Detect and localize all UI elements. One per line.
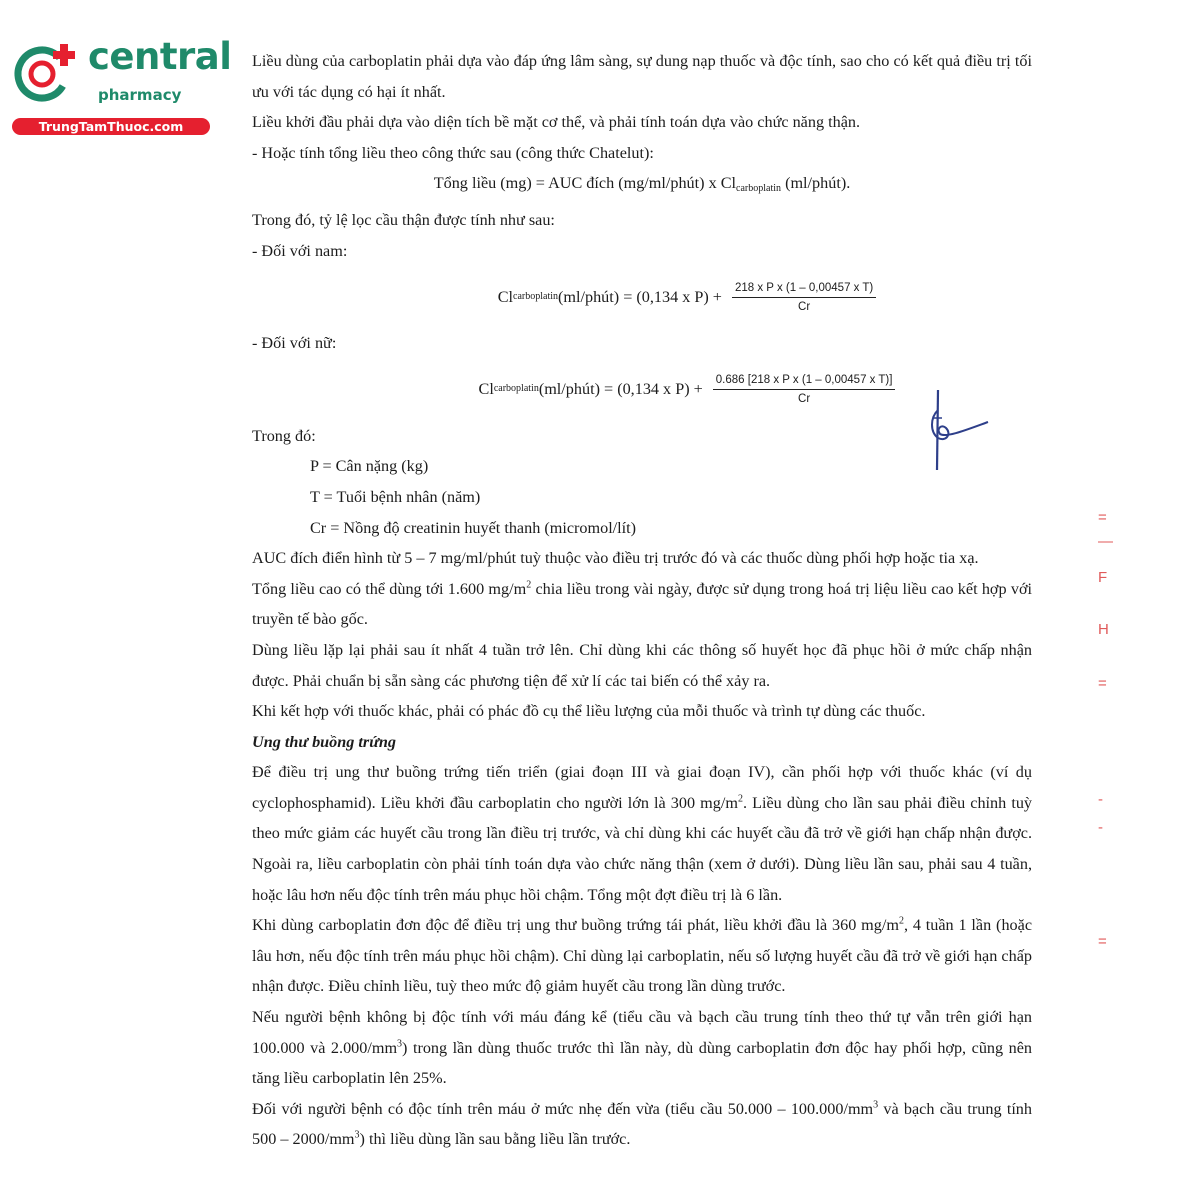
text-high-dose-a: Tổng liều cao có thể dùng tới 1.600 mg/m <box>252 579 527 598</box>
definition-creatinine: Cr = Nồng độ creatinin huyết thanh (micromol/lít) <box>310 518 637 537</box>
formula-total-sub: carboplatin <box>736 183 782 195</box>
logo-subtitle: pharmacy <box>98 86 182 104</box>
margin-mark: H <box>1098 621 1109 638</box>
formula-male-sub: carboplatin <box>513 290 558 302</box>
definition-weight: P = Cân nặng (kg) <box>310 457 429 476</box>
label-where: Trong đó: <box>252 426 316 445</box>
text-high-dose-b: chia liều trong vài ngày, được sử dụng trong hoá trị liệu liều cao kết hợp với truyền tế bào gốc. <box>252 579 1032 629</box>
text-ovarian-advanced-b: . Liều dùng cho lần sau phải điều chỉnh tuỳ theo mức giảm các huyết cầu trong lần điều trị trước, và chỉ dùng khi các huyết cầu đã trở về giới hạn chấp nhận được. Ngoài ra, liều carboplatin còn phải tính toán dựa vào chức năng thận (xem ở dưới). Dùng liều lần sau, phải sau 4 tuần, hoặc lâu hơn nếu độc tính trên máu phục hồi chậm. Tổng một đợt điều trị là 6 lần. <box>252 793 1033 904</box>
text-mild-toxicity-a: Đối với người bệnh có độc tính trên máu ở mức nhẹ đến vừa (tiểu cầu 50.000 – 100.000/mm <box>252 1099 874 1118</box>
paragraph-gfr-intro: Trong đó, tỷ lệ lọc cầu thận được tính như sau: <box>252 210 555 229</box>
paragraph-high-dose <box>252 574 1032 635</box>
text-ovarian-recurrent-b: , 4 tuần 1 lần (hoặc lâu hơn, nếu độc tính trên máu phục hồi chậm). Chỉ dùng lại carboplatin, nếu số lượng huyết cầu đã trở về giới hạn chấp nhận được. Điều chỉnh liều, tuỳ theo mức độ giảm huyết cầu trong lần dùng trước. <box>252 916 1033 996</box>
superscript: 2 <box>526 579 532 591</box>
paragraph-ovarian-advanced <box>252 757 1032 910</box>
paragraph-dose-increase <box>252 1002 1032 1094</box>
paragraph-auc-target: AUC đích điển hình từ 5 – 7 mg/ml/phút tuỳ thuộc vào điều trị trước đó và các thuốc dùng phối hợp hoặc tia xạ. <box>252 549 979 568</box>
margin-mark: - <box>1098 791 1103 808</box>
paragraph-dosing-basis: Liều dùng của carboplatin phải dựa vào đáp ứng lâm sàng, sự dung nạp thuốc và độc tính, sao cho có kết quả điều trị tối ưu với tác dụng có hại ít nhất. <box>252 52 1032 101</box>
formula-female-cl: Cl <box>478 380 494 399</box>
formula-male-cl: Cl <box>497 287 514 306</box>
text-dose-increase-a: Nếu người bệnh không bị độc tính với máu đáng kể (tiểu cầu và bạch cầu trung tính theo thứ tự vẫn trên giới hạn 100.000 và 2.000/mm <box>252 1008 1032 1057</box>
formula-female-sub: carboplatin <box>493 383 539 395</box>
text-dose-increase-b: ) trong lần dùng thuốc trước thì lần này, dù dùng carboplatin đơn độc hay phối hợp, cũng nên tăng liều carboplatin lên 25%. <box>252 1038 1032 1088</box>
margin-mark: = <box>1098 675 1107 692</box>
formula-total-dose <box>252 168 1032 205</box>
brand-logo <box>10 35 232 138</box>
section-heading-ovarian-cancer: Ung thư buồng trứng <box>252 732 397 751</box>
paragraph-repeat-dose: Dùng liều lặp lại phải sau ít nhất 4 tuần trở lên. Chỉ dùng khi các thông số huyết học đã phục hồi ở mức chấp nhận được. Phải chuẩn bị sẵn sàng các phương tiện để xử lí các tai biến có thể xảy ra. <box>252 640 1032 690</box>
paragraph-starting-dose: Liều khởi đầu phải dựa vào diện tích bề mặt cơ thể, và phải tính toán dựa vào chức năng thận. <box>252 113 861 132</box>
formula-male-mid: (ml/phút) = (0,134 x P) + <box>558 287 722 306</box>
formula-total-lhs: Tổng liều (mg) = AUC đích (mg/ml/phút) x Cl <box>433 174 737 193</box>
signature-mark <box>926 388 996 474</box>
text-mild-toxicity-b: và bạch cầu trung tính 500 – 2000/mm <box>252 1099 1032 1149</box>
margin-mark: = <box>1098 933 1107 950</box>
label-male: - Đối với nam: <box>252 241 348 260</box>
document-body <box>252 46 1032 1155</box>
formula-total-rhs: (ml/phút). <box>781 174 851 193</box>
paragraph-chatelut-intro: - Hoặc tính tổng liều theo công thức sau (công thức Chatelut): <box>252 143 654 162</box>
paragraph-ovarian-recurrent <box>252 910 1032 1002</box>
margin-marks <box>1098 510 1112 960</box>
paragraph-mild-toxicity <box>252 1094 1032 1155</box>
margin-mark: F <box>1098 569 1108 586</box>
paragraph-combination: Khi kết hợp với thuốc khác, phải có phác đồ cụ thể liều lượng của mỗi thuốc và trình tự dùng các thuốc. <box>252 702 926 721</box>
text-ovarian-recurrent-a: Khi dùng carboplatin đơn độc để điều trị ung thư buồng trứng tái phát, liều khởi đầu là 360 mg/m <box>252 916 899 935</box>
formula-male <box>252 266 1032 328</box>
label-female: - Đối với nữ: <box>252 334 337 353</box>
logo-url-link[interactable]: TrungTamThuoc.com <box>12 118 210 135</box>
formula-male-fraction <box>732 280 876 315</box>
logo-cross-icon <box>12 40 84 112</box>
superscript: 3 <box>397 1038 403 1050</box>
superscript: 3 <box>354 1130 360 1142</box>
superscript: 2 <box>737 793 743 805</box>
formula-female-fraction <box>713 372 896 407</box>
formula-female <box>252 359 1032 421</box>
text-mild-toxicity-c: ) thì liều dùng lần sau bằng liều lần trước. <box>359 1130 631 1149</box>
formula-female-mid: (ml/phút) = (0,134 x P) + <box>538 380 703 399</box>
formula-male-denominator: Cr <box>798 300 811 313</box>
superscript: 2 <box>898 915 904 927</box>
logo-name: central <box>88 35 232 78</box>
definition-age: T = Tuổi bệnh nhân (năm) <box>310 487 481 506</box>
formula-female-denominator: Cr <box>798 393 811 406</box>
margin-mark: - <box>1098 819 1103 836</box>
superscript: 3 <box>873 1099 879 1111</box>
text-ovarian-advanced-a: Để điều trị ung thư buồng trứng tiến triển (giai đoạn III và giai đoạn IV), cần phối hợp với thuốc khác (ví dụ cyclophosphamid). Liều khởi đầu carboplatin cho người lớn là 300 mg/m <box>252 763 1032 812</box>
margin-mark: = <box>1098 509 1107 526</box>
margin-mark: — <box>1098 533 1113 550</box>
formula-male-numerator: 218 x P x (1 – 0,00457 x T) <box>732 280 876 298</box>
formula-female-numerator: 0.686 [218 x P x (1 – 0,00457 x T)] <box>713 372 896 390</box>
